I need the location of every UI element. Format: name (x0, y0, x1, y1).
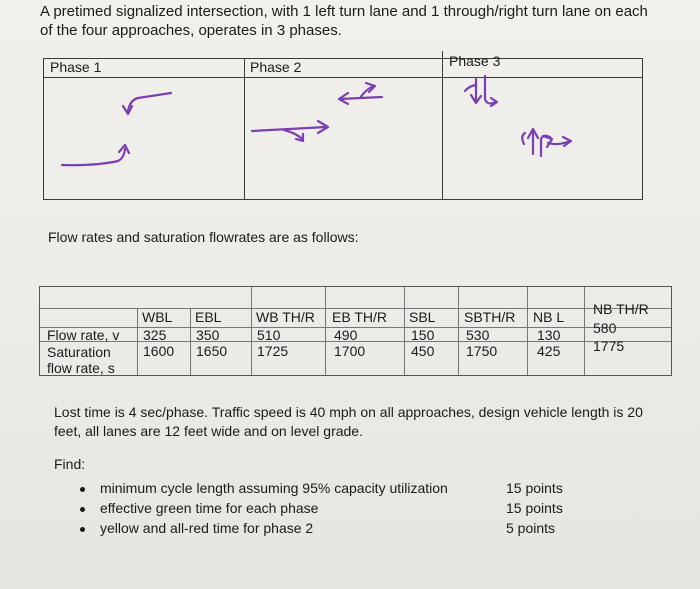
table-cell: 1650 (196, 343, 228, 359)
question-item (80, 500, 448, 520)
table-rule (325, 287, 326, 375)
header-nbl: NB L (533, 309, 565, 325)
header-sbl: SBL (409, 309, 436, 325)
phase-diagram (43, 53, 643, 200)
question-item (80, 480, 448, 500)
flow-rates-intro: Flow rates and saturation flowrates are as follows: (48, 229, 359, 245)
points-value: 5 points (506, 520, 556, 536)
table-rule (527, 287, 528, 375)
eb-through-right-arrow-icon (252, 121, 328, 141)
problem-intro: A pretimed signalized intersection, with 1 left turn lane and 1 through/right turn lane on each of the four approaches, operates in 3 phases. (40, 3, 648, 39)
question-text: minimum cycle length assuming 95% capacity utilization (100, 480, 448, 496)
bullet-icon (80, 507, 85, 512)
row-label-saturation: Saturation (47, 344, 111, 360)
table-cell: 530 (466, 327, 490, 343)
table-cell: 1700 (334, 343, 366, 359)
question-text: effective green time for each phase (100, 500, 319, 516)
bullet-icon (80, 487, 85, 492)
nb-movements-arrow-icon (522, 129, 571, 156)
phase-2-label: Phase 2 (250, 59, 302, 75)
sb-movements-arrow-icon (465, 76, 497, 106)
ebl-arrow-icon (62, 145, 129, 165)
table-rule (251, 287, 252, 375)
question-list (80, 480, 448, 540)
lost-time-text: Lost time is 4 sec/phase. Traffic speed is 40 mph on all approaches, design vehicle length is 20 feet, all lanes are 12 feet wide and on level grade. (54, 404, 643, 439)
bullet-icon (80, 527, 85, 532)
points-value: 15 points (506, 500, 563, 516)
header-sbthr: SBTH/R (464, 309, 516, 325)
table-cell: 490 (334, 327, 358, 343)
movement-sketches (44, 59, 644, 201)
table-rule (137, 308, 138, 375)
points-list (506, 480, 563, 540)
table-rule (584, 287, 585, 375)
table-cell: 130 (537, 327, 561, 343)
table-cell: 350 (196, 327, 220, 343)
phase-1-label: Phase 1 (50, 59, 102, 75)
table-cell: 1750 (466, 343, 498, 359)
flow-rate-table (39, 286, 672, 376)
table-cell: 150 (411, 327, 435, 343)
table-cell: 1725 (257, 343, 289, 359)
table-cell: 1775 (593, 338, 625, 354)
table-rule (458, 287, 459, 375)
points-value: 15 points (506, 480, 563, 496)
header-wb-thr: WB TH/R (256, 309, 315, 325)
row-label-saturation-line-2: flow rate, s (47, 360, 115, 376)
question-item (80, 520, 448, 540)
row-label-flow-rate: Flow rate, v (47, 327, 120, 343)
wb-through-right-arrow-icon (339, 83, 382, 104)
header-eb-thr: EB TH/R (332, 309, 387, 325)
table-cell: 325 (143, 327, 167, 343)
header-nb-thr: NB TH/R (593, 301, 649, 317)
table-cell: 1600 (143, 343, 175, 359)
wbl-arrow-icon (123, 93, 171, 114)
table-rule (190, 308, 191, 375)
find-label: Find: (54, 456, 86, 472)
header-ebl: EBL (195, 309, 222, 325)
table-cell: 580 (593, 320, 617, 336)
phase-3-label: Phase 3 (449, 53, 501, 69)
question-text: yellow and all-red time for phase 2 (100, 520, 314, 536)
table-cell: 450 (411, 343, 435, 359)
table-cell: 425 (537, 343, 561, 359)
table-rule (404, 287, 405, 375)
table-cell: 510 (257, 327, 281, 343)
header-wbl: WBL (142, 309, 173, 325)
